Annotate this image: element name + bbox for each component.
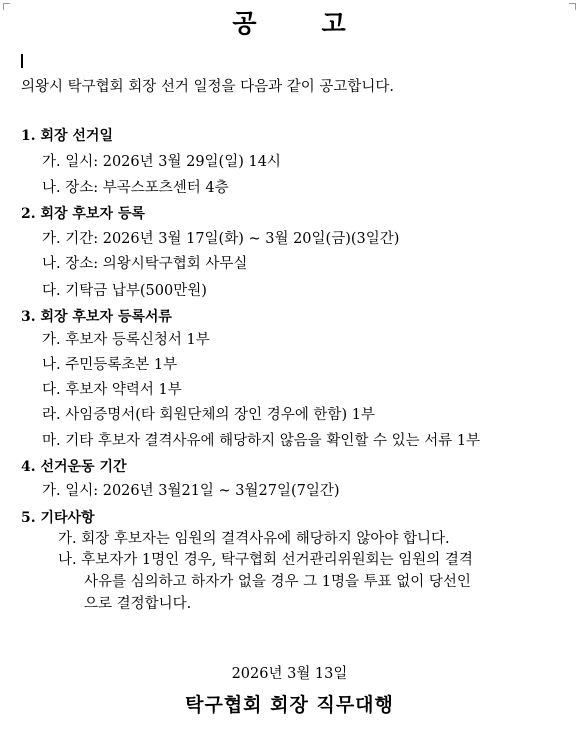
section-item: 나. 주민등록초본 1부 <box>42 357 178 373</box>
section-heading: 2. 회장 후보자 등록 <box>21 206 145 222</box>
section-heading: 3. 회장 후보자 등록서류 <box>21 309 172 325</box>
title-char: 공 <box>232 9 258 38</box>
section-item-continuation: 으로 결정합니다. <box>84 596 192 612</box>
section-item: 나. 후보자가 1명인 경우, 탁구협회 선거관리위원회는 임원의 결격 <box>58 552 473 568</box>
notice-date: 2026년 3월 13일 <box>231 666 348 682</box>
section-item: 마. 기타 후보자 결격사유에 해당하지 않음을 확인할 수 있는 서류 1부 <box>42 433 481 449</box>
section-heading: 1. 회장 선거일 <box>21 128 113 144</box>
section-item: 가. 일시: 2026년 3월21일 ~ 3월27일(7일간) <box>42 483 340 499</box>
section-item: 가. 기간: 2026년 3월 17일(화) ~ 3월 20일(금)(3일간) <box>42 231 400 247</box>
document-title <box>0 4 579 40</box>
section-item: 가. 일시: 2026년 3월 29일(일) 14시 <box>42 154 281 170</box>
section-item: 다. 기탁금 납부(500만원) <box>42 283 207 299</box>
intro-text: 의왕시 탁구협회 회장 선거 일정을 다음과 같이 공고합니다. <box>21 79 395 95</box>
section-item: 다. 후보자 약력서 1부 <box>42 382 182 398</box>
section-item: 가. 회장 후보자는 임원의 결격사유에 해당하지 않아야 합니다. <box>58 531 450 547</box>
signer-name: 탁구협회 회장 직무대행 <box>185 694 394 716</box>
section-item: 나. 장소: 부곡스포츠센터 4층 <box>42 180 229 196</box>
section-item-continuation: 사유를 심의하고 하자가 없을 경우 그 1명을 투표 없이 당선인 <box>84 574 471 590</box>
section-item: 가. 후보자 등록신청서 1부 <box>42 332 210 348</box>
title-char: 고 <box>321 9 347 38</box>
section-item: 나. 장소: 의왕시탁구협회 사무실 <box>42 256 248 272</box>
section-heading: 5. 기타사항 <box>21 510 95 526</box>
section-heading: 4. 선거운동 기간 <box>21 459 127 475</box>
text-cursor <box>21 54 23 68</box>
section-item: 라. 사임증명서(타 회원단체의 장인 경우에 한함) 1부 <box>42 407 375 423</box>
